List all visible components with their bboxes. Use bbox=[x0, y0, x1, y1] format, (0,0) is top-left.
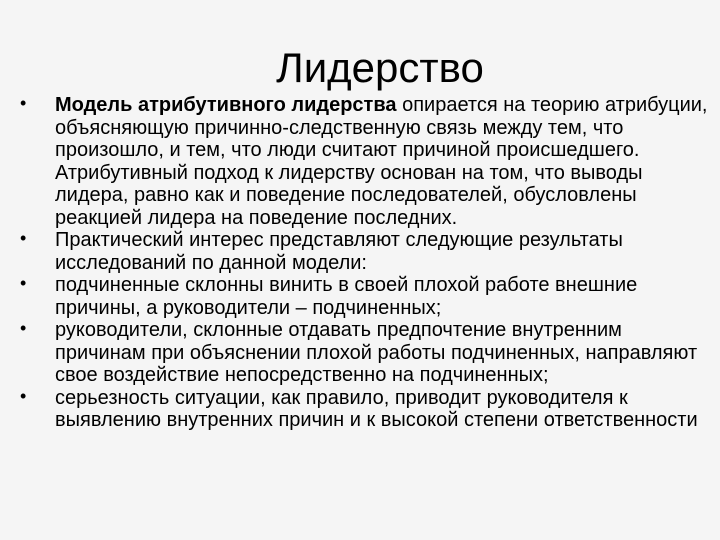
bullet-item-subordinates-blame bbox=[0, 274, 720, 319]
bullet-text: серьезность ситуации, как правило, приводит руководителя к выявлению внутренних причин и к высокой степени ответственности bbox=[55, 386, 698, 431]
bullet-item-attribution-model bbox=[0, 94, 720, 229]
bullet-list bbox=[0, 94, 720, 432]
slide-title: Лидерство bbox=[276, 44, 484, 91]
bullet-text: Практический интерес представляют следующие результаты исследований по данной модели: bbox=[55, 229, 623, 274]
bullet-dot-icon: • bbox=[20, 273, 27, 293]
bullet-bold-term: Модель атрибутивного лидерства bbox=[55, 94, 397, 116]
bullet-dot-icon: • bbox=[20, 228, 27, 248]
bullet-text: опирается на теорию атрибуции, объясняющую причинно-следственную связь между тем, что произошло, и тем, что люди считают причиной происшедшего. Атрибутивный подход к лидерству основан на том, что выводы лидера, равно как и поведение последователей, обусловлены реакцией лидера на поведение последних. bbox=[55, 94, 708, 229]
bullet-text: руководители, склонные отдавать предпочтение внутренним причинам при объяснении плохой работы подчиненных, направляют свое воздействие непосредственно на подчиненных; bbox=[55, 319, 698, 386]
bullet-dot-icon: • bbox=[20, 318, 27, 338]
bullet-dot-icon: • bbox=[20, 385, 27, 406]
bullet-item-situation-severity bbox=[0, 387, 720, 432]
bullet-item-managers-internal bbox=[0, 319, 720, 387]
bullet-text: подчиненные склонны винить в своей плохой работе внешние причины, а руководители – подчиненных; bbox=[55, 274, 638, 319]
bullet-item-practical-interest bbox=[0, 229, 720, 274]
bullet-dot-icon: • bbox=[20, 93, 27, 113]
